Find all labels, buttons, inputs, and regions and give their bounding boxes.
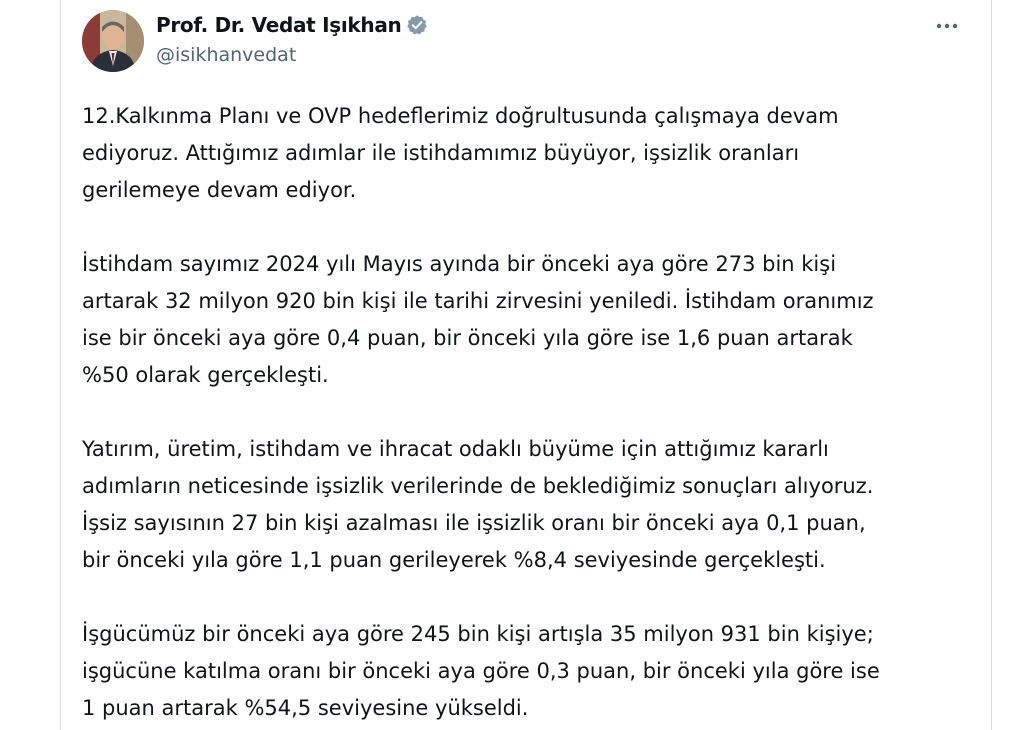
author-handle[interactable]: @isikhanvedat — [156, 44, 297, 66]
tweet-paragraph: İstihdam sayımız 2024 yılı Mayıs ayında bir önceki aya göre 273 bin kişi artarak 32 milyon 920 bin kişi ile tarihi zirvesini yeniledi. İstihdam oranımız ise bir önceki aya göre 0,4 puan, bir önceki yıla göre ise 1,6 puan artarak %50 olarak gerçekleşti. — [82, 252, 874, 387]
author-display-name[interactable]: Prof. Dr. Vedat Işıkhan — [156, 13, 402, 37]
tweet-text — [82, 98, 982, 730]
tweet-paragraph: İşgücümüz bir önceki aya göre 245 bin kişi artışla 35 milyon 931 bin kişiye; işgücüne katılma oranı bir önceki aya göre 0,3 puan, bir önceki yıla göre ise 1 puan artarak %54,5 seviyesine yükseldi. — [82, 622, 880, 720]
tweet-paragraph: Yatırım, üretim, istihdam ve ihracat odaklı büyüme için attığımız kararlı adımların neticesinde işsizlik verilerinde de beklediğimiz sonuçları alıyoruz. İşsiz sayısının 27 bin kişi azalması ile işsizlik oranı bir önceki aya 0,1 puan, bir önceki yıla göre 1,1 puan gerileyerek %8,4 seviyesinde gerçekleşti. — [82, 437, 874, 572]
more-options-button[interactable] — [929, 12, 965, 40]
verified-badge-icon[interactable] — [406, 14, 428, 36]
tweet-paragraph: 12.Kalkınma Planı ve OVP hedeflerimiz doğrultusunda çalışmaya devam ediyoruz. Attığımız adımlar ile istihdamımız büyüyor, işsizlik oranları gerilemeye devam ediyor. — [82, 104, 839, 202]
more-horizontal-icon — [935, 22, 959, 30]
author-row — [156, 10, 428, 40]
timeline-right-border — [991, 0, 992, 730]
avatar-photo — [82, 10, 144, 72]
avatar[interactable] — [82, 10, 144, 72]
tweet-card — [61, 0, 991, 730]
